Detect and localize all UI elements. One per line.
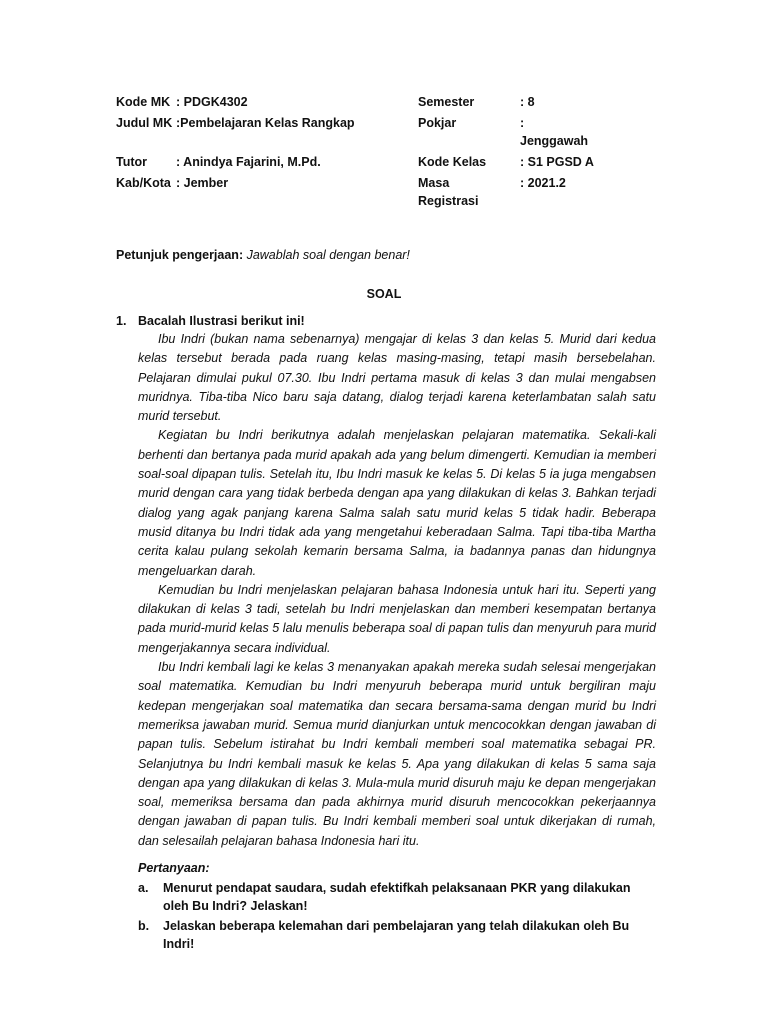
masa-registrasi-value: : 2021.2 (520, 176, 566, 190)
info-row-kab (116, 174, 656, 210)
kode-kelas-label: Kode Kelas (418, 155, 487, 169)
masa-registrasi-label: Masa Registrasi (418, 176, 479, 208)
instruction-label: Petunjuk pengerjaan: (116, 248, 244, 262)
kode-kelas-value: : S1 PGSD A (520, 155, 594, 169)
judul-mk-value: :Pembelajaran Kelas Rangkap (176, 116, 355, 130)
semester-label: Semester (418, 95, 475, 109)
sub-question-text: Jelaskan beberapa kelemahan dari pembelajaran yang telah dilakukan oleh Bu Indri! (163, 919, 630, 952)
judul-mk-label: Judul MK (116, 116, 173, 130)
illustration-story (138, 330, 656, 851)
question-heading-text: Bacalah Ilustrasi berikut ini! (138, 314, 305, 328)
kode-mk-value: : PDGK4302 (176, 95, 248, 109)
sub-question-a (138, 879, 656, 915)
pokjar-label: Pokjar (418, 116, 457, 130)
story-paragraph: Kegiatan bu Indri berikutnya adalah menjelaskan pelajaran matematika. Sekali-kali berhenti dan bertanya pada murid apakah ada yang belum dimengerti. Kemudian ia memberi soal-soal dipapan tulis. Setelah itu, Ibu Indri masuk ke kelas 5. Di kelas 5 ia juga mengabsen murid dengan cara yang tidak berbeda dengan apa yang dilakukan di kelas 3. Bahkan terjadi dialog yang agak panjang karena Salma salah satu murid kelas 5 tidak hadir. Beberapa musid ditanya bu Indri tidak ada yang mengetahui keberadaan Salma. Tapi tiba-tiba Martha cerita kalau pulang sekolah kemarin bersama Salma, ia badannya panas dan hidungnya mengeluarkan darah. (138, 428, 656, 578)
info-row-tutor (116, 153, 656, 171)
pokjar-value: : Jenggawah (520, 116, 589, 148)
tutor-label: Tutor (116, 155, 148, 169)
story-paragraph: Kemudian bu Indri menjelaskan pelajaran bahasa Indonesia untuk hari itu. Seperti yang dilakukan di kelas 3 tadi, setelah bu Indri menjelaskan dan memberi kesempatan bertanya pada murid-murid kelas 5 lalu menulis beberapa soal di papan tulis dan menyuruh para murid mengerjakannya secara individual. (138, 582, 656, 655)
section-title: SOAL (366, 287, 402, 301)
story-paragraph: Ibu Indri kembali lagi ke kelas 3 menanyakan apakah mereka sudah selesai mengerjakan soal matematika. Kemudian bu Indri menyuruh beberapa murid untuk bergiliran maju kedepan mengerjakan soal matematika dan secara bersama-sama dengan murid bu Indri memeriksa jawaban murid. Semua murid dianjurkan untuk mencocokkan dengan jawaban di papan tulis. Sebelum istirahat bu Indri kembali memberi soal matematika sebagai PR. Selanjutnya bu Indri kembali masuk ke kelas 5. Apa yang dilakukan di kelas 5 sama saja dengan apa yang dilakukan di kelas 3. Mula-mula murid disuruh maju ke depan mengerjakan soal, memeriksa bersama dan pada akhirnya murid disuruh mencocokkan pekerjaannya dengan jawaban di papan tulis. Bu Indri kembali memberi soal untuk dikerjakan di rumah, dan selesailah pelajaran bahasa Indonesia hari itu. (138, 660, 656, 848)
kab-kota-label: Kab/Kota (116, 176, 171, 190)
info-row-judul (116, 114, 656, 150)
story-paragraph: Ibu Indri (bukan nama sebenarnya) mengajar di kelas 3 dan kelas 5. Murid dari kedua kelas tersebut berada pada ruang kelas masing-masing, tetapi masih bersebelahan. Pelajaran dimulai pukul 07.30. Ibu Indri pertama masuk di kelas 3 dan mulai mengabsen muridnya. Tiba-tiba Nico baru saja datang, dialog terjadi karena keterlambatan salah satu murid tersebut. (138, 332, 656, 424)
sub-question-letter: a. (138, 881, 149, 896)
semester-value: : 8 (520, 95, 535, 109)
question-heading (116, 312, 656, 330)
sub-question-b (138, 917, 656, 953)
instruction-text: Jawablah soal dengan benar! (243, 248, 410, 262)
info-row-kode (116, 93, 656, 111)
kode-mk-label: Kode MK (116, 95, 171, 109)
kab-kota-value: : Jember (176, 176, 229, 190)
sub-question-text: Menurut pendapat saudara, sudah efektifkah pelaksanaan PKR yang dilakukan oleh Bu Indri? Jelaskan! (163, 881, 631, 914)
sub-question-letter: b. (138, 919, 150, 934)
instruction-line (116, 246, 656, 264)
question-1 (116, 312, 656, 953)
pertanyaan-label: Pertanyaan: (138, 861, 210, 876)
question-number: 1. (116, 314, 127, 328)
tutor-value: : Anindya Fajarini, M.Pd. (176, 155, 321, 169)
course-info-table (116, 93, 656, 213)
